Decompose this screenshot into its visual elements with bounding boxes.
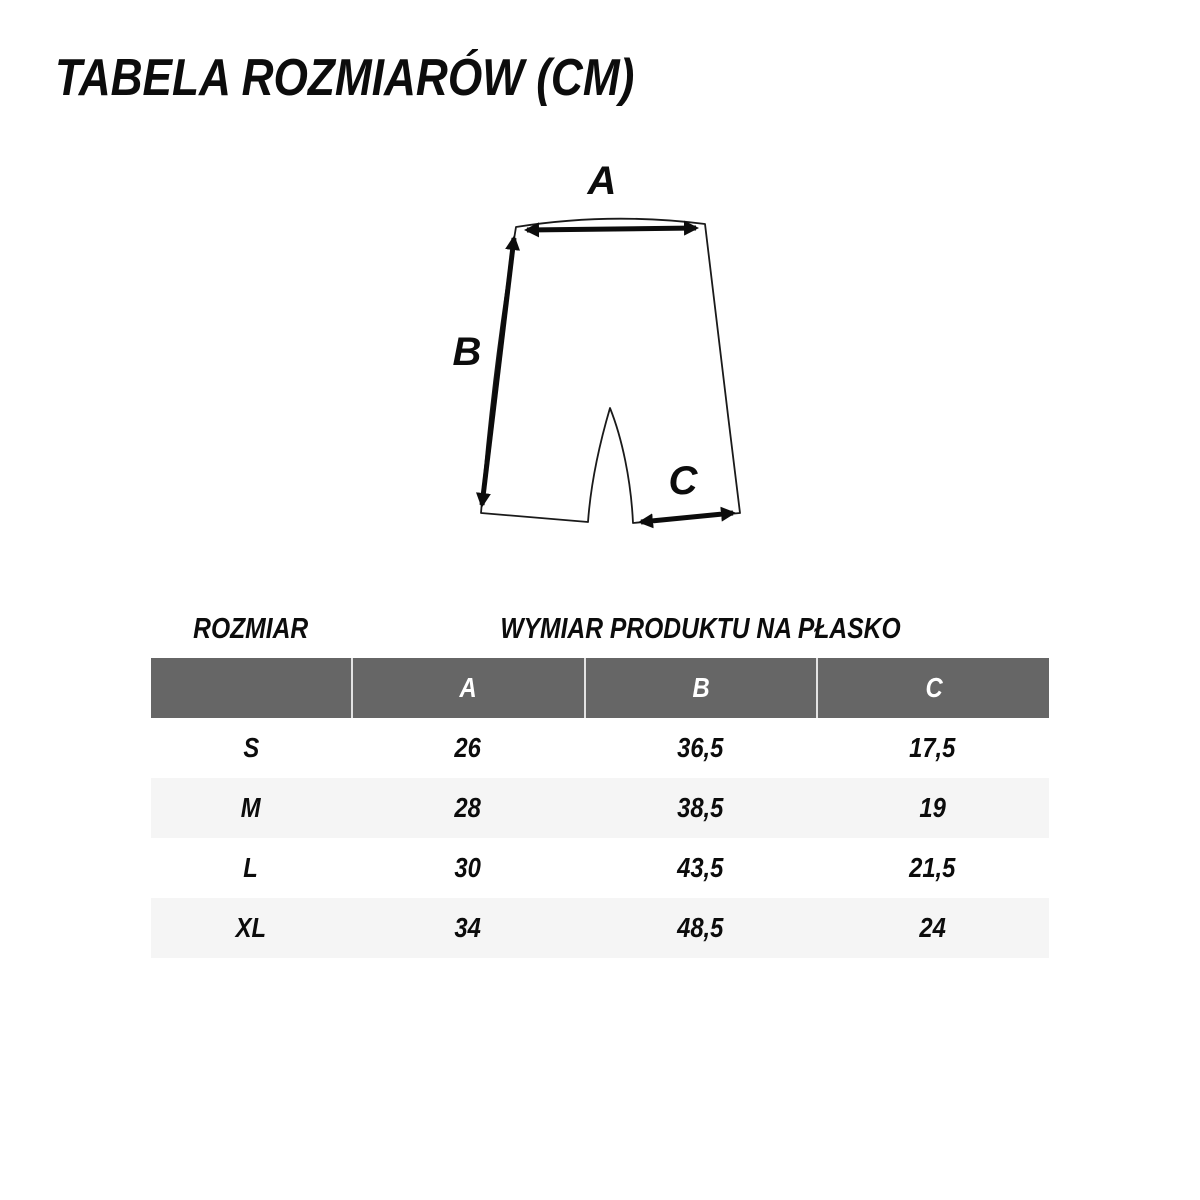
value-cell-a: 30	[454, 852, 481, 883]
table-row-l	[151, 838, 1049, 898]
diagram-label-a: A	[587, 159, 617, 203]
diagram-label-c: C	[668, 459, 698, 503]
size-cell: L	[243, 852, 259, 883]
header-cell-a: A	[351, 658, 584, 718]
value-cell-b: 38,5	[676, 792, 724, 823]
measure-heading: WYMIAR PRODUKTU NA PŁASKO	[499, 613, 901, 645]
header-cell-b: B	[584, 658, 817, 718]
value-cell-b: 43,5	[676, 852, 724, 883]
value-cell-c: 17,5	[909, 732, 956, 763]
value-cell-c: 24	[919, 912, 946, 943]
value-cell-c: 21,5	[909, 852, 956, 883]
table-headings	[151, 612, 1049, 646]
size-table	[151, 658, 1049, 958]
value-cell-c: 19	[919, 792, 946, 823]
header-cell-empty	[151, 658, 351, 718]
table-row-s	[151, 718, 1049, 778]
value-cell-a: 28	[454, 792, 481, 823]
size-column-heading: ROZMIAR	[193, 613, 309, 645]
shorts-diagram	[430, 150, 790, 580]
header-cell-c: C	[816, 658, 1049, 718]
size-cell: S	[243, 732, 259, 763]
table-header-row	[151, 658, 1049, 718]
table-row-xl	[151, 898, 1049, 958]
page-title	[55, 50, 737, 107]
value-cell-b: 48,5	[676, 912, 724, 943]
diagram-label-b: B	[452, 330, 482, 374]
value-cell-b: 36,5	[676, 732, 724, 763]
table-row-m	[151, 778, 1049, 838]
shorts-outline	[481, 219, 740, 523]
value-cell-a: 34	[454, 912, 481, 943]
measure-arrow-a	[527, 228, 696, 230]
page-title-text: TABELA ROZMIARÓW (CM)	[55, 49, 635, 107]
size-cell: XL	[235, 912, 267, 943]
value-cell-a: 26	[454, 732, 481, 763]
size-cell: M	[241, 792, 261, 823]
